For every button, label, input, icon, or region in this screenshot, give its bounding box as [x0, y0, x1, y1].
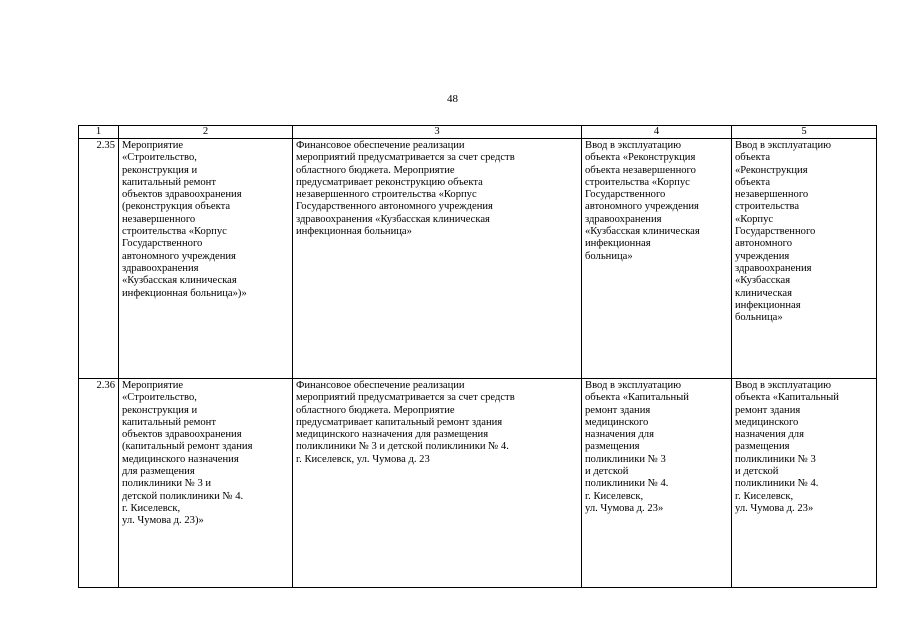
column-header-1: 1 [79, 126, 119, 139]
column-header-5: 5 [732, 126, 877, 139]
result-text-5: Ввод в эксплуатацию объекта «Реконструкция объекта незавершенного строительства «Корпус Государственного автономного учреждения здравоохранения «Кузбасская клиническая инфекционная больница» [735, 140, 832, 324]
financing-text: Финансовое обеспечение реализации мероприятий предусматривается за счет средств областного бюджета. Мероприятие предусматривает реконструкцию объекта незавершенного строительства «Корпус Государственного автономного учреждения здравоохранения «Кузбасская клиническая инфекционная больница» [296, 140, 515, 238]
result-cell-4 [582, 139, 732, 379]
program-events-table [78, 125, 877, 588]
row-number: 2.35 [79, 139, 119, 379]
event-name-text: Мероприятие «Строительство, реконструкция и капитальный ремонт объектов здравоохранения (реконструкция объекта незавершенного строительства «Корпус Государственного автономного учреждения здравоохранения «Кузбасская клиническая инфекционная больница»)» [122, 140, 247, 299]
result-cell-5 [732, 379, 877, 588]
table-header-row [79, 126, 877, 139]
financing-cell [293, 139, 582, 379]
financing-text: Финансовое обеспечение реализации мероприятий предусматривается за счет средств областного бюджета. Мероприятие предусматривает капитальный ремонт здания медицинского назначения для размещения поликлиники № 3 и детской поликлиники № 4. г. Киселевск, ул. Чумова д. 23 [296, 380, 515, 465]
page-number: 48 [447, 93, 458, 105]
result-text-4: Ввод в эксплуатацию объекта «Реконструкция объекта незавершенного строительства «Корпус Государственного автономного учреждения здравоохранения «Кузбасская клиническая инфекционная больница» [585, 140, 700, 262]
event-name-cell [119, 379, 293, 588]
result-cell-4 [582, 379, 732, 588]
result-text-5: Ввод в эксплуатацию объекта «Капитальный ремонт здания медицинского назначения для размещения поликлиники № 3 и детской поликлиники № 4. г. Киселевск, ул. Чумова д. 23» [735, 380, 839, 514]
table-row [79, 379, 877, 588]
event-name-cell [119, 139, 293, 379]
column-header-3: 3 [293, 126, 582, 139]
row-number: 2.36 [79, 379, 119, 588]
table-row [79, 139, 877, 379]
result-cell-5 [732, 139, 877, 379]
event-name-text: Мероприятие «Строительство, реконструкция и капитальный ремонт объектов здравоохранения (капитальный ремонт здания медицинского назначения для размещения поликлиники № 3 и детской поликлиники № 4. г. Киселевск, ул. Чумова д. 23)» [122, 380, 253, 527]
financing-cell [293, 379, 582, 588]
result-text-4: Ввод в эксплуатацию объекта «Капитальный ремонт здания медицинского назначения для размещения поликлиники № 3 и детской поликлиники № 4. г. Киселевск, ул. Чумова д. 23» [585, 380, 689, 514]
column-header-4: 4 [582, 126, 732, 139]
column-header-2: 2 [119, 126, 293, 139]
